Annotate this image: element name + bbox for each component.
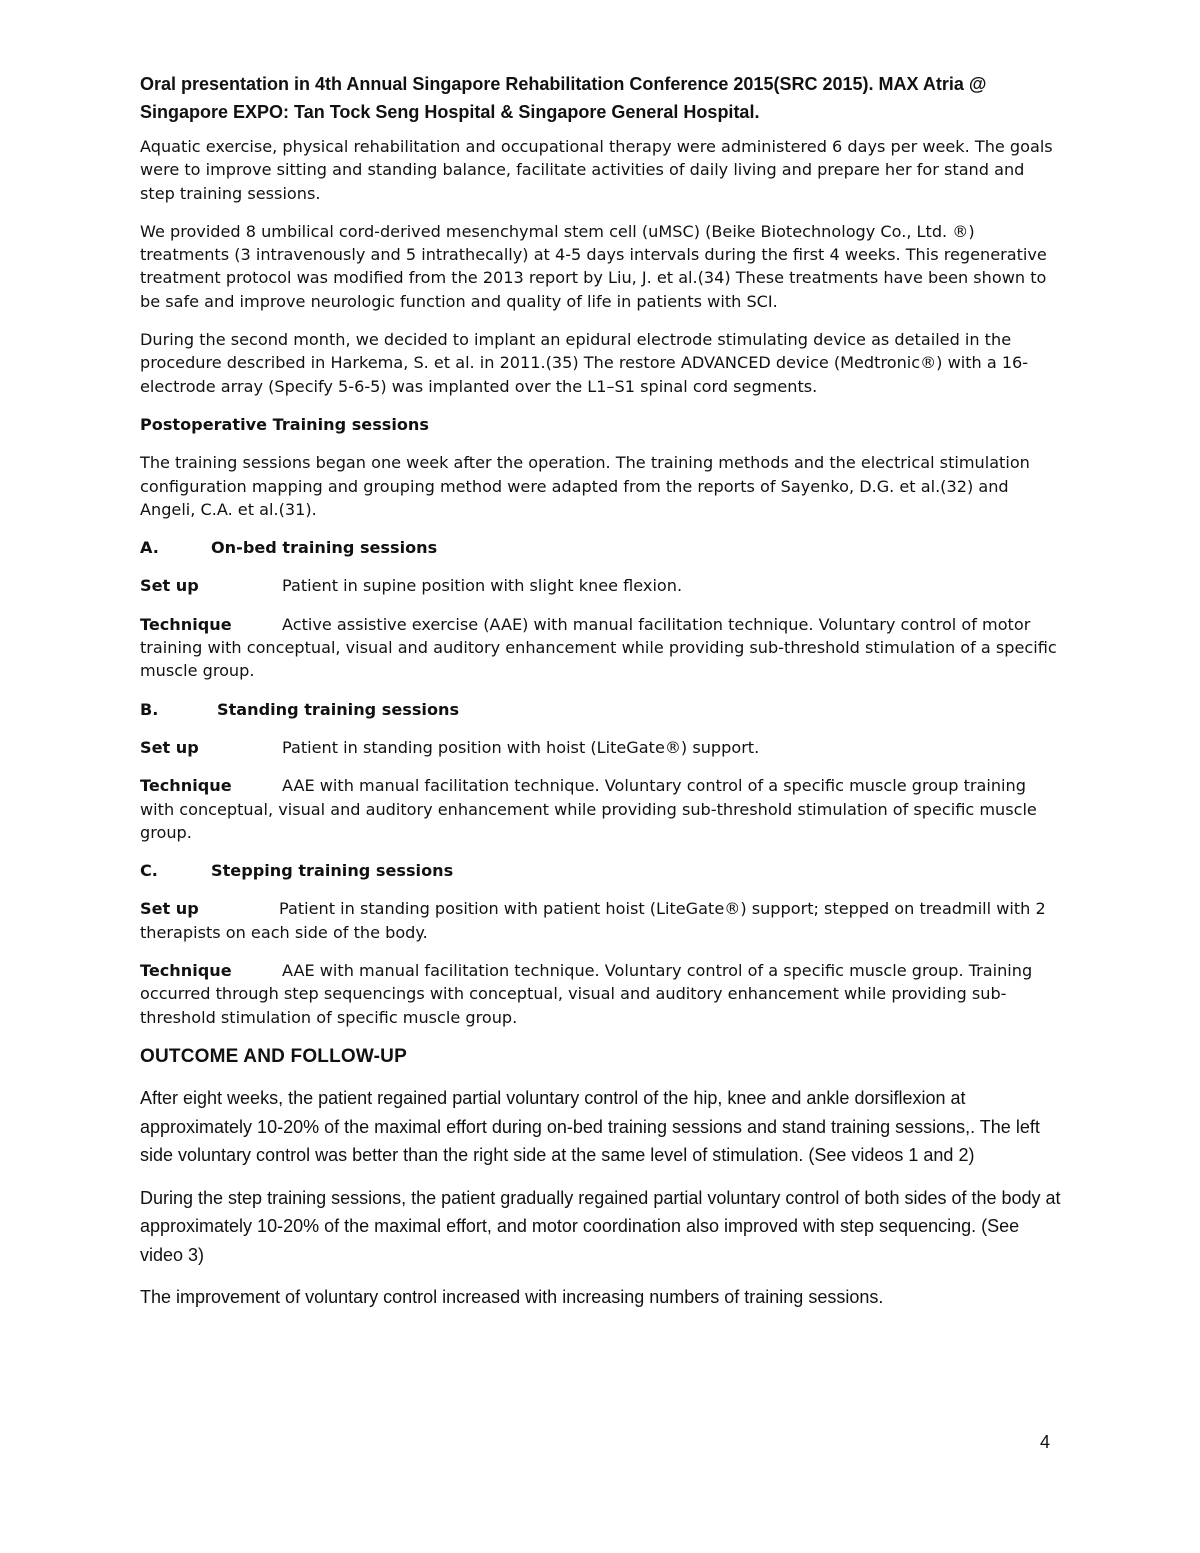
section-a-setup-text: Patient in supine position with slight knee flexion. bbox=[282, 576, 683, 596]
section-b-title: Standing training sessions bbox=[217, 699, 460, 719]
section-a-setup-label: Set up bbox=[140, 576, 199, 596]
section-c-title: Stepping training sessions bbox=[211, 861, 454, 881]
section-b-setup-text: Patient in standing position with hoist (LiteGate®) support. bbox=[282, 737, 760, 757]
outcome-heading: OUTCOME AND FOLLOW-UP bbox=[140, 1045, 407, 1067]
postop-paragraph: The training sessions began one week after the operation. The training methods and the electrical stimulation configuration mapping and grouping method were adapted from the reports of Sayenko, D.G. et al.(32) and Angeli, C.A. et al.(31). bbox=[140, 453, 1030, 519]
section-b-setup bbox=[140, 736, 1062, 759]
section-c-letter: C. bbox=[140, 861, 158, 881]
section-b-letter: B. bbox=[140, 699, 159, 719]
outcome-paragraph-1: After eight weeks, the patient regained partial voluntary control of the hip, knee and ankle dorsiflexion at approximately 10-20% of the maximal effort during on-bed training sessions and stand training sessions,. The left side voluntary control was better than the right side at the same level of stimulation. (See videos 1 and 2) bbox=[140, 1087, 1040, 1166]
section-a-technique bbox=[140, 613, 1062, 683]
section-c-setup-text: Patient in standing position with patient hoist (LiteGate®) support; stepped on treadmill with 2 therapists on each side of the body. bbox=[140, 899, 1046, 942]
section-a-technique-label: Technique bbox=[140, 614, 232, 634]
section-c-setup-label: Set up bbox=[140, 899, 199, 919]
paragraph-therapy: Aquatic exercise, physical rehabilitation and occupational therapy were administered 6 days per week. The goals were to improve sitting and standing balance, facilitate activities of daily living and prepare her for stand and step training sessions. bbox=[140, 137, 1053, 203]
section-b-setup-label: Set up bbox=[140, 737, 199, 757]
section-b-technique-text: AAE with manual facilitation technique. Voluntary control of a specific muscle group training with conceptual, visual and auditory enhancement while providing sub-threshold stimulation of specific muscle group. bbox=[140, 776, 1037, 842]
outcome-paragraph-2: During the step training sessions, the patient gradually regained partial voluntary control of both sides of the body at approximately 10-20% of the maximal effort, and motor coordination also improved with step sequencing. (See video 3) bbox=[140, 1187, 1061, 1265]
section-b-technique-label: Technique bbox=[140, 776, 232, 796]
outcome-paragraph-3: The improvement of voluntary control increased with increasing numbers of training sessions. bbox=[140, 1287, 884, 1308]
section-a-letter: A. bbox=[140, 538, 159, 558]
section-c-heading bbox=[140, 859, 1062, 882]
section-c-technique-text: AAE with manual facilitation technique. Voluntary control of a specific muscle group. Training occurred through step sequencings with conceptual, visual and auditory enhancement while providing sub-threshold stimulation of specific muscle group. bbox=[140, 961, 1033, 1027]
section-b-heading bbox=[140, 698, 1062, 721]
section-a-heading bbox=[140, 536, 1062, 559]
document-page bbox=[140, 70, 1062, 1326]
postop-heading: Postoperative Training sessions bbox=[140, 414, 429, 434]
conference-header: Oral presentation in 4th Annual Singapore Rehabilitation Conference 2015(SRC 2015). MAX Atria @ Singapore EXPO: Tan Tock Seng Hospital & Singapore General Hospital. bbox=[140, 74, 987, 122]
paragraph-implant: During the second month, we decided to implant an epidural electrode stimulating device as detailed in the procedure described in Harkema, S. et al. in 2011.(35) The restore ADVANCED device (Medtronic®) with a 16-electrode array (Specify 5-6-5) was implanted over the L1–S1 spinal cord segments. bbox=[140, 330, 1029, 396]
section-c-technique bbox=[140, 959, 1062, 1029]
section-a-setup bbox=[140, 574, 1062, 597]
page-number: 4 bbox=[1040, 1432, 1051, 1452]
section-a-title: On-bed training sessions bbox=[211, 538, 438, 558]
section-b-technique bbox=[140, 774, 1062, 844]
paragraph-stem-cell: We provided 8 umbilical cord-derived mesenchymal stem cell (uMSC) (Beike Biotechnology Co., Ltd. ®) treatments (3 intravenously and 5 intrathecally) at 4-5 days intervals during the first 4 weeks. This regenerative treatment protocol was modified from the 2013 report by Liu, J. et al.(34) These treatments have been shown to be safe and improve neurologic function and quality of life in patients with SCI. bbox=[140, 221, 1047, 311]
section-a-technique-text: Active assistive exercise (AAE) with manual facilitation technique. Voluntary control of motor training with conceptual, visual and auditory enhancement while providing sub-threshold stimulation of a specific muscle group. bbox=[140, 614, 1057, 681]
section-c-technique-label: Technique bbox=[140, 961, 232, 981]
section-c-setup bbox=[140, 897, 1062, 944]
